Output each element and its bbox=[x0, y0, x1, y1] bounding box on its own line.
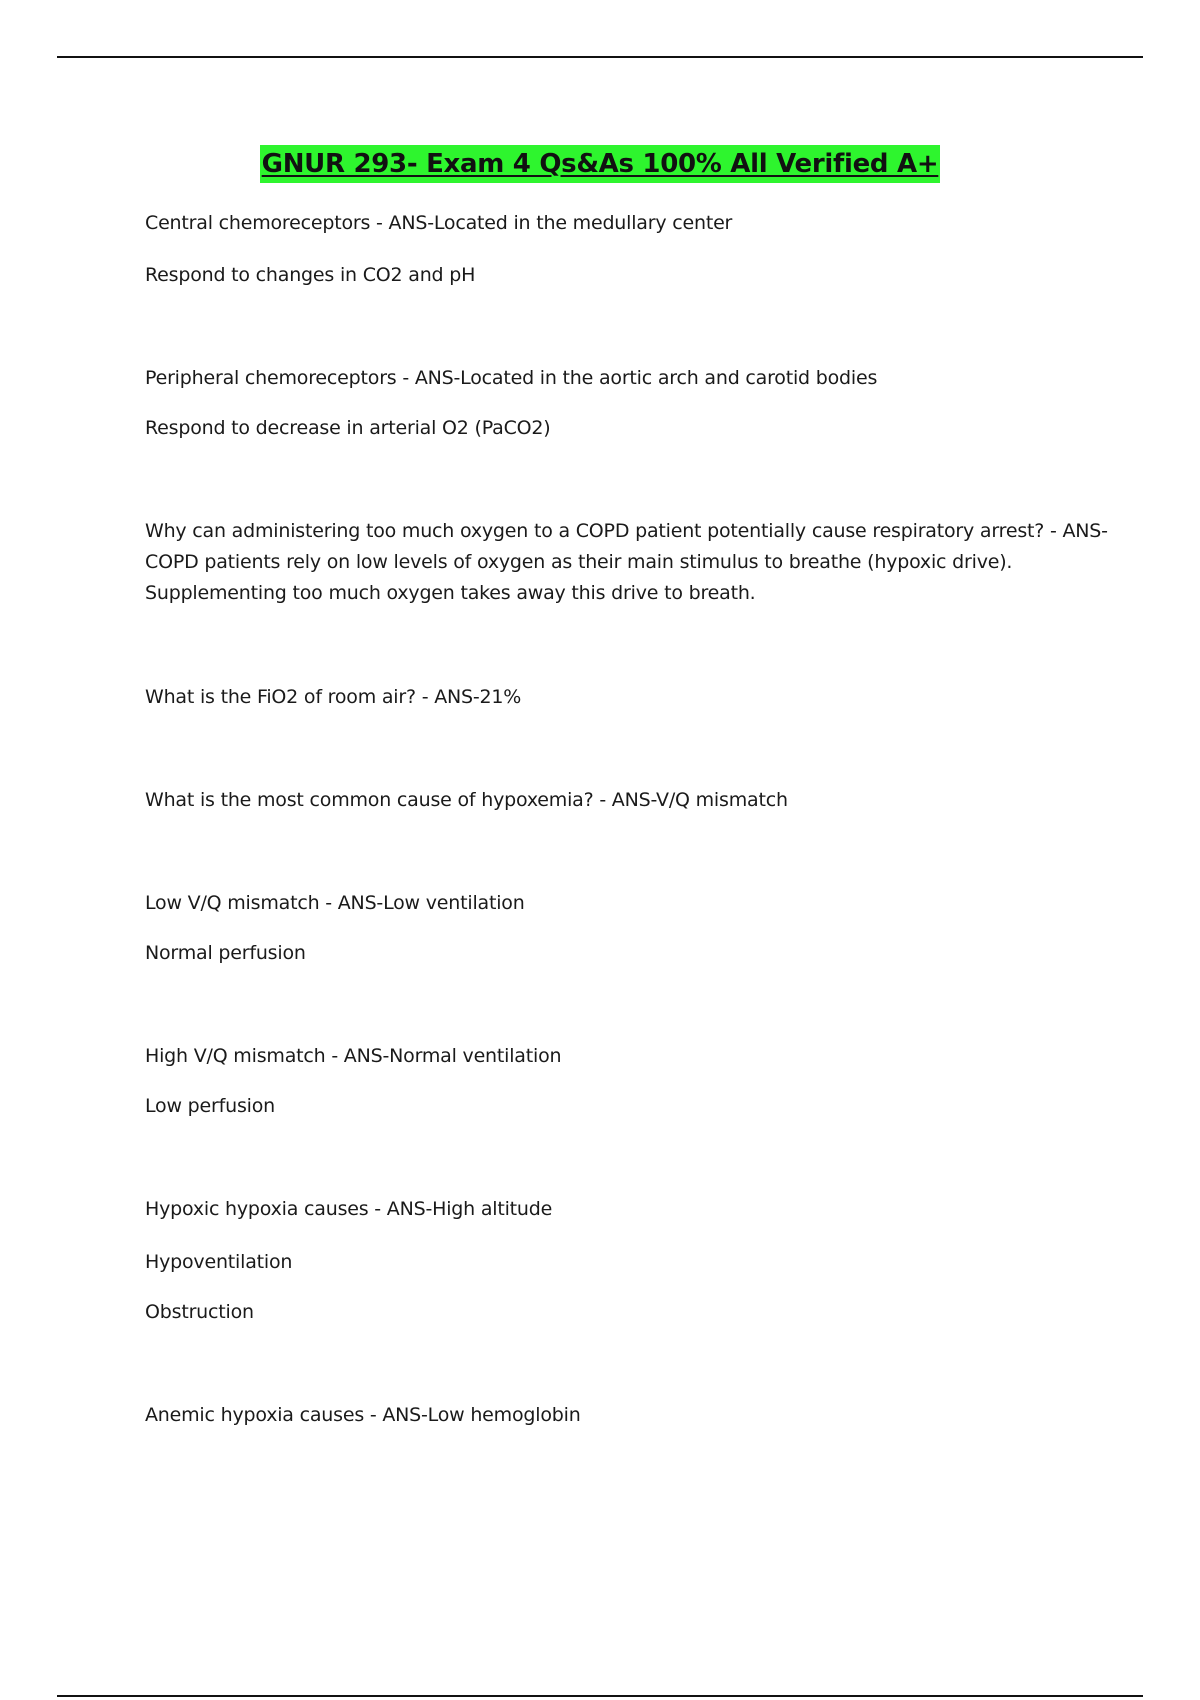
header-rule bbox=[57, 56, 1143, 58]
qa-question-low-vq: Low V/Q mismatch - ANS-Low ventilation bbox=[145, 892, 525, 914]
qa-answer-line: Supplementing too much oxygen takes away this drive to breath. bbox=[145, 582, 756, 604]
qa-answer-line: COPD patients rely on low levels of oxygen as their main stimulus to breathe (hypoxic drive). bbox=[145, 551, 1013, 573]
qa-question-central-chemoreceptors: Central chemoreceptors - ANS-Located in the medullary center bbox=[145, 212, 733, 234]
qa-question-copd: Why can administering too much oxygen to a COPD patient potentially cause respiratory arrest? - ANS- bbox=[145, 520, 1108, 542]
qa-item-copd-oxygen bbox=[145, 516, 1108, 609]
title-container bbox=[0, 145, 1200, 183]
footer-rule bbox=[57, 1695, 1143, 1697]
qa-question-hypoxemia: What is the most common cause of hypoxemia? - ANS-V/Q mismatch bbox=[145, 789, 788, 811]
qa-question-peripheral-chemoreceptors: Peripheral chemoreceptors - ANS-Located in the aortic arch and carotid bodies bbox=[145, 367, 878, 389]
qa-answer-line: Hypoventilation bbox=[145, 1251, 293, 1273]
qa-answer-line: Respond to decrease in arterial O2 (PaCO2) bbox=[145, 417, 551, 439]
qa-question-high-vq: High V/Q mismatch - ANS-Normal ventilation bbox=[145, 1045, 562, 1067]
qa-question-hypoxic-hypoxia: Hypoxic hypoxia causes - ANS-High altitude bbox=[145, 1198, 553, 1220]
qa-answer-line: Respond to changes in CO2 and pH bbox=[145, 264, 476, 286]
qa-question-anemic-hypoxia: Anemic hypoxia causes - ANS-Low hemoglobin bbox=[145, 1404, 581, 1426]
qa-question-fio2: What is the FiO2 of room air? - ANS-21% bbox=[145, 686, 522, 708]
qa-answer-line: Normal perfusion bbox=[145, 942, 306, 964]
document-title: GNUR 293- Exam 4 Qs&As 100% All Verified A+ bbox=[260, 145, 941, 183]
qa-answer-line: Obstruction bbox=[145, 1301, 254, 1323]
qa-answer-line: Low perfusion bbox=[145, 1095, 275, 1117]
